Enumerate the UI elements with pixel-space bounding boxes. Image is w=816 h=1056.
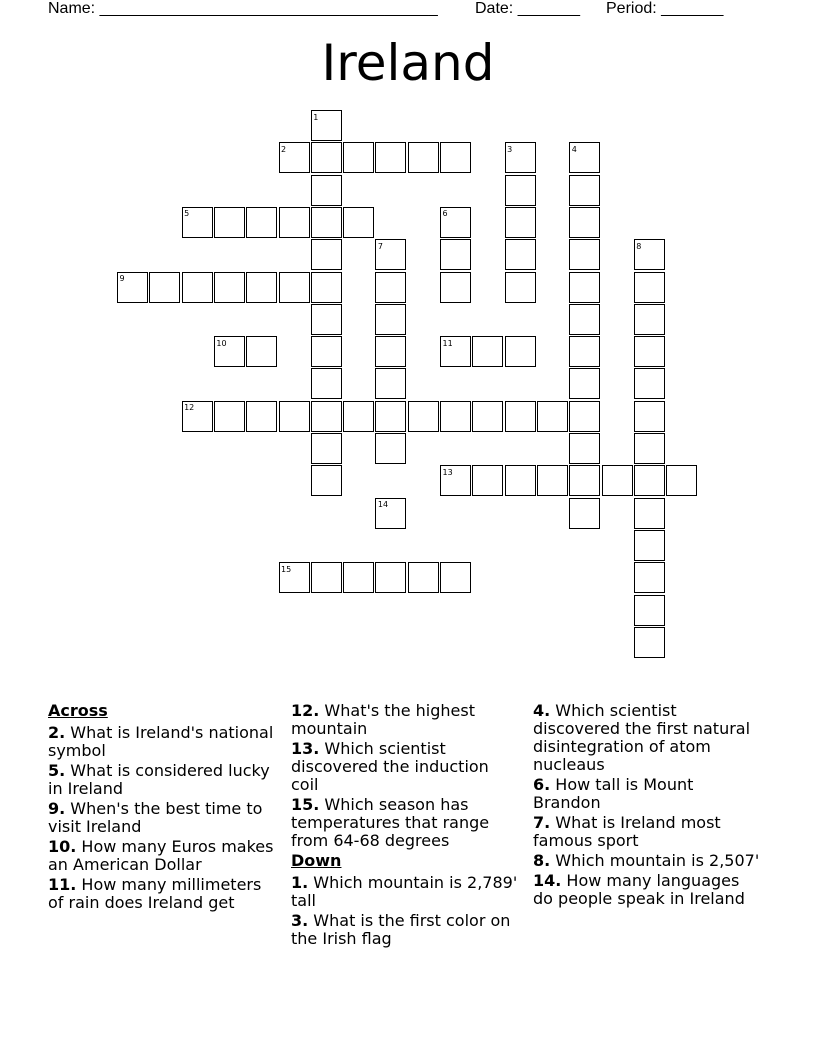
grid-cell[interactable] — [117, 272, 148, 303]
clue-number: 15. — [291, 795, 320, 814]
grid-cell[interactable] — [569, 175, 600, 206]
date-field-label[interactable]: Date: _______ — [475, 0, 580, 17]
grid-cell[interactable] — [440, 239, 471, 270]
clue-number: 10. — [48, 837, 77, 856]
grid-cell[interactable] — [279, 401, 310, 432]
grid-cell[interactable] — [634, 272, 665, 303]
grid-cell[interactable] — [505, 207, 536, 238]
grid-clue-number: 1 — [313, 112, 319, 122]
clue-section-heading: Across — [48, 701, 108, 720]
grid-cell[interactable] — [634, 530, 665, 561]
grid-cell[interactable] — [311, 110, 342, 141]
grid-clue-number: 9 — [119, 274, 125, 283]
grid-cell[interactable] — [375, 272, 406, 303]
grid-cell[interactable] — [634, 595, 665, 626]
clue-text: Which season has temperatures that range from 64-68 degrees — [291, 795, 490, 850]
clue-number: 14. — [533, 871, 562, 890]
clue-text: How many Euros makes an American Dollar — [48, 837, 274, 874]
grid-cell[interactable] — [505, 336, 536, 367]
grid-cell[interactable] — [634, 368, 665, 399]
grid-cell[interactable] — [472, 401, 503, 432]
grid-clue-number: 6 — [442, 209, 448, 219]
grid-cell[interactable] — [214, 336, 245, 367]
clue-text: Which mountain is 2,789' tall — [291, 873, 518, 910]
clue-number: 4. — [533, 701, 551, 720]
grid-cell[interactable] — [343, 207, 374, 238]
clue-number: 11. — [48, 875, 77, 894]
grid-cell[interactable] — [505, 465, 536, 496]
grid-cell[interactable] — [343, 562, 374, 593]
grid-cell[interactable] — [182, 401, 213, 432]
grid-cell[interactable] — [569, 433, 600, 464]
clue-column-3 — [533, 702, 763, 910]
grid-cell[interactable] — [375, 336, 406, 367]
clue-text: What's the highest mountain — [291, 701, 475, 738]
clue-text: Which scientist discovered the first natural disintegration of atom nucleaus — [533, 701, 751, 774]
grid-cell[interactable] — [214, 401, 245, 432]
clue-item — [48, 762, 278, 798]
grid-cell[interactable] — [182, 207, 213, 238]
clue-text: Which scientist discovered the induction coil — [291, 739, 489, 794]
grid-clue-number: 3 — [507, 144, 513, 154]
clue-column-1 — [48, 702, 278, 914]
grid-cell[interactable] — [634, 627, 665, 658]
page-title: Ireland — [321, 34, 495, 92]
clue-item — [291, 874, 521, 910]
grid-cell[interactable] — [569, 272, 600, 303]
grid-cell[interactable] — [634, 336, 665, 367]
grid-clue-number: 2 — [281, 144, 287, 154]
clue-item — [48, 838, 278, 874]
grid-cell[interactable] — [279, 207, 310, 238]
clue-column-2 — [291, 702, 521, 950]
grid-cell[interactable] — [634, 498, 665, 529]
grid-cell[interactable] — [569, 465, 600, 496]
clue-number: 9. — [48, 799, 66, 818]
grid-cell[interactable] — [311, 142, 342, 173]
clue-item — [291, 912, 521, 948]
clue-number: 7. — [533, 813, 551, 832]
grid-clue-number: 4 — [571, 144, 577, 154]
clue-item — [291, 740, 521, 794]
grid-cell[interactable] — [440, 562, 471, 593]
grid-cell[interactable] — [440, 207, 471, 238]
grid-cell[interactable] — [569, 336, 600, 367]
clue-text: What is Ireland most famous sport — [533, 813, 721, 850]
clue-number: 13. — [291, 739, 320, 758]
grid-cell[interactable] — [666, 465, 697, 496]
grid-cell[interactable] — [505, 175, 536, 206]
grid-cell[interactable] — [214, 207, 245, 238]
clue-item — [48, 876, 278, 912]
grid-cell[interactable] — [375, 433, 406, 464]
clue-item — [533, 814, 763, 850]
clue-number: 5. — [48, 761, 66, 780]
grid-cell[interactable] — [311, 207, 342, 238]
grid-cell[interactable] — [634, 401, 665, 432]
grid-cell[interactable] — [569, 498, 600, 529]
grid-cell[interactable] — [279, 142, 310, 173]
grid-cell[interactable] — [440, 465, 471, 496]
clue-text: What is the first color on the Irish flag — [291, 911, 511, 948]
grid-cell[interactable] — [569, 142, 600, 173]
grid-cell[interactable] — [505, 142, 536, 173]
grid-cell[interactable] — [375, 239, 406, 270]
grid-cell[interactable] — [311, 336, 342, 367]
clue-item — [48, 800, 278, 836]
grid-cell[interactable] — [311, 465, 342, 496]
grid-cell[interactable] — [375, 142, 406, 173]
grid-cell[interactable] — [311, 272, 342, 303]
grid-cell[interactable] — [634, 304, 665, 335]
grid-clue-number: 15 — [281, 564, 292, 574]
grid-clue-number: 10 — [216, 338, 227, 348]
grid-cell[interactable] — [634, 239, 665, 270]
grid-cell[interactable] — [569, 239, 600, 270]
grid-cell[interactable] — [246, 207, 277, 238]
grid-cell[interactable] — [311, 239, 342, 270]
clue-item — [533, 872, 763, 908]
grid-cell[interactable] — [182, 272, 213, 303]
grid-cell[interactable] — [279, 272, 310, 303]
grid-cell[interactable] — [375, 304, 406, 335]
grid-cell[interactable] — [246, 336, 277, 367]
grid-cell[interactable] — [311, 175, 342, 206]
period-field-label[interactable]: Period: _______ — [606, 0, 724, 17]
grid-clue-number: 12 — [184, 403, 195, 413]
grid-cell[interactable] — [505, 239, 536, 270]
grid-cell[interactable] — [440, 272, 471, 303]
grid-cell[interactable] — [634, 433, 665, 464]
clue-number: 6. — [533, 775, 551, 794]
grid-cell[interactable] — [472, 336, 503, 367]
grid-cell[interactable] — [279, 562, 310, 593]
grid-cell[interactable] — [505, 401, 536, 432]
grid-cell[interactable] — [569, 304, 600, 335]
grid-cell[interactable] — [311, 433, 342, 464]
grid-cell[interactable] — [408, 562, 439, 593]
grid-cell[interactable] — [375, 562, 406, 593]
grid-cell[interactable] — [408, 142, 439, 173]
grid-cell[interactable] — [149, 272, 180, 303]
clue-item — [48, 724, 278, 760]
grid-cell[interactable] — [569, 207, 600, 238]
clue-text: How many languages do people speak in Ireland — [533, 871, 745, 908]
clue-number: 1. — [291, 873, 309, 892]
grid-cell[interactable] — [408, 401, 439, 432]
clue-item — [533, 702, 763, 774]
clue-text: When's the best time to visit Ireland — [48, 799, 263, 836]
grid-cell[interactable] — [440, 401, 471, 432]
clue-item — [291, 702, 521, 738]
grid-cell[interactable] — [214, 272, 245, 303]
grid-cell[interactable] — [602, 465, 633, 496]
grid-cell[interactable] — [343, 401, 374, 432]
grid-cell[interactable] — [537, 465, 568, 496]
grid-cell[interactable] — [537, 401, 568, 432]
clue-text: How tall is Mount Brandon — [533, 775, 694, 812]
grid-cell[interactable] — [569, 368, 600, 399]
grid-cell[interactable] — [440, 142, 471, 173]
clue-number: 3. — [291, 911, 309, 930]
clue-item — [291, 796, 521, 850]
clue-text: What is considered lucky in Ireland — [48, 761, 270, 798]
grid-clue-number: 14 — [377, 500, 389, 510]
grid-cell[interactable] — [375, 401, 406, 432]
clue-text: Which mountain is 2,507' — [550, 851, 760, 870]
grid-cell[interactable] — [311, 401, 342, 432]
clue-item — [533, 852, 763, 870]
grid-cell[interactable] — [246, 401, 277, 432]
clue-item — [533, 776, 763, 812]
grid-clue-number: 7 — [377, 241, 383, 251]
grid-cell[interactable] — [375, 368, 406, 399]
grid-cell[interactable] — [311, 368, 342, 399]
grid-cell[interactable] — [311, 562, 342, 593]
grid-cell[interactable] — [505, 272, 536, 303]
grid-cell[interactable] — [472, 465, 503, 496]
clue-number: 2. — [48, 723, 66, 742]
grid-cell[interactable] — [311, 304, 342, 335]
clue-text: How many millimeters of rain does Ireland get — [48, 875, 262, 912]
grid-cell[interactable] — [343, 142, 374, 173]
clue-number: 12. — [291, 701, 320, 720]
grid-cell[interactable] — [440, 336, 471, 367]
grid-clue-number: 11 — [442, 338, 453, 348]
grid-clue-number: 5 — [184, 209, 190, 219]
grid-cell[interactable] — [634, 465, 665, 496]
grid-cell[interactable] — [375, 498, 406, 529]
grid-cell[interactable] — [569, 401, 600, 432]
grid-cell[interactable] — [634, 562, 665, 593]
grid-clue-number: 8 — [636, 241, 642, 251]
clue-text: What is Ireland's national symbol — [48, 723, 274, 760]
clue-number: 8. — [533, 851, 551, 870]
clue-section-heading: Down — [291, 851, 342, 870]
grid-clue-number: 13 — [442, 467, 453, 477]
grid-cell[interactable] — [246, 272, 277, 303]
name-field-label[interactable]: Name: ______________________________________ — [48, 0, 438, 17]
